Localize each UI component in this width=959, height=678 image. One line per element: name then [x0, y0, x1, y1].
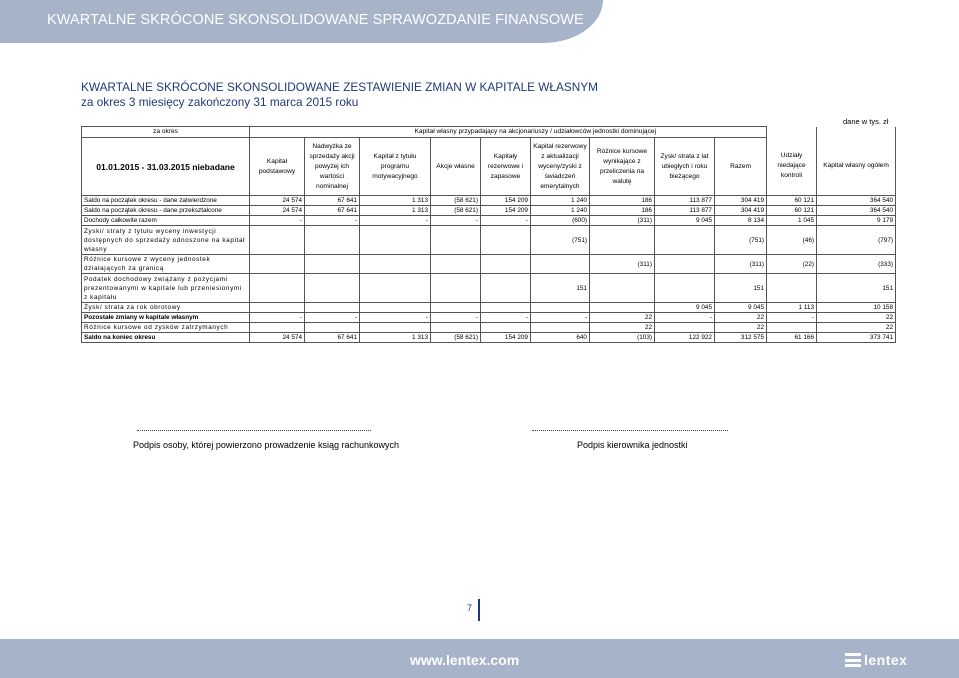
cell-value	[767, 274, 817, 303]
cell-value	[531, 303, 590, 313]
cell-value: -	[481, 313, 531, 323]
cell-value	[655, 255, 715, 274]
row-label: Różnice kursowe od zysków zatrzymanych	[82, 323, 250, 333]
cell-value: 22	[817, 313, 896, 323]
cell-value: -	[481, 216, 531, 226]
equity-changes-table	[81, 126, 896, 343]
cell-value	[531, 323, 590, 333]
cell-value: -	[431, 313, 481, 323]
column-header: Zysk/ strata z lat ubiegłych i roku bieżącego	[655, 138, 715, 196]
cell-value	[250, 303, 305, 313]
cell-value: 61 166	[767, 333, 817, 343]
cell-value: 154 209	[481, 333, 531, 343]
period-label: 01.01.2015 - 31.03.2015 niebadane	[82, 138, 250, 196]
page-number: 7	[467, 603, 473, 613]
cell-value	[481, 255, 531, 274]
column-header: Udziały niedające kontroli	[767, 138, 817, 196]
cell-value: 22	[715, 313, 767, 323]
cell-value: (311)	[590, 255, 655, 274]
cell-value: 186	[590, 206, 655, 216]
logo-mark-icon	[845, 653, 861, 667]
cell-value: 1 313	[360, 196, 431, 206]
cell-value: (58 621)	[431, 196, 481, 206]
cell-value	[250, 255, 305, 274]
cell-value: 151	[817, 274, 896, 303]
cell-value: 22	[590, 323, 655, 333]
cell-value: -	[431, 216, 481, 226]
cell-value: 9 179	[817, 216, 896, 226]
statement-subtitle: za okres 3 miesięcy zakończony 31 marca 2015 roku	[81, 95, 359, 109]
cell-value	[655, 274, 715, 303]
za-okres-label: za okres	[82, 127, 250, 138]
cell-value: 154 209	[481, 196, 531, 206]
header-row-top	[82, 127, 896, 138]
table-row	[82, 196, 896, 206]
banner-title: KWARTALNE SKRÓCONE SKONSOLIDOWANE SPRAWOZDANIE FINANSOWE	[47, 12, 584, 28]
cell-value	[250, 274, 305, 303]
cell-value: 154 209	[481, 206, 531, 216]
column-header: Akcje własne	[431, 138, 481, 196]
cell-value: -	[360, 216, 431, 226]
cell-value: (46)	[767, 226, 817, 255]
cell-value: -	[250, 216, 305, 226]
column-header: Kapitał rezerwowy z aktualizacji wyceny/zyski z świadczeń emerytalnych	[531, 138, 590, 196]
cell-value: 113 877	[655, 196, 715, 206]
column-header: Kapitał własny ogółem	[817, 138, 896, 196]
cell-value: (311)	[590, 216, 655, 226]
cell-value: (58 621)	[431, 333, 481, 343]
table-row	[82, 303, 896, 313]
signature-line-left	[137, 430, 371, 431]
cell-value: 373 741	[817, 333, 896, 343]
cell-value: 24 574	[250, 333, 305, 343]
cell-value: 1 113	[767, 303, 817, 313]
cell-value	[590, 226, 655, 255]
cell-value	[481, 226, 531, 255]
table-row	[82, 226, 896, 255]
cell-value: 113 877	[655, 206, 715, 216]
company-logo	[845, 652, 907, 668]
row-label: Podatek dochodowy związany z pozycjami prezentowanymi w kapitale lub przeniesionymi z kapitału	[82, 274, 250, 303]
cell-value	[360, 226, 431, 255]
cell-value	[655, 323, 715, 333]
cell-value: 304 419	[715, 206, 767, 216]
cell-value	[305, 303, 360, 313]
row-label: Saldo na początek okresu - dane przekształcone	[82, 206, 250, 216]
row-label: Pozostałe zmiany w kapitale własnym	[82, 313, 250, 323]
cell-value: 151	[715, 274, 767, 303]
cell-value	[431, 226, 481, 255]
column-header: Razem	[715, 138, 767, 196]
cell-value: (58 621)	[431, 206, 481, 216]
cell-value: 60 121	[767, 196, 817, 206]
page-number-bar	[478, 599, 480, 621]
cell-value	[305, 274, 360, 303]
cell-value: 1 045	[767, 216, 817, 226]
cell-value	[481, 323, 531, 333]
cell-value	[590, 274, 655, 303]
cell-value: 9 045	[715, 303, 767, 313]
cell-value: 24 574	[250, 196, 305, 206]
signature-label-right: Podpis kierownika jednostki	[577, 440, 688, 450]
cell-value	[431, 274, 481, 303]
units-label: dane w tys. zł	[843, 117, 889, 126]
cell-value: 1 313	[360, 333, 431, 343]
cell-value: 22	[590, 313, 655, 323]
cell-value: 8 134	[715, 216, 767, 226]
column-header: Kapitał podstawowy	[250, 138, 305, 196]
cell-value: 67 641	[305, 196, 360, 206]
cell-value: -	[655, 313, 715, 323]
cell-value: (103)	[590, 333, 655, 343]
cell-value: 9 045	[655, 303, 715, 313]
table-row	[82, 206, 896, 216]
cell-value: 67 641	[305, 333, 360, 343]
cell-value	[360, 323, 431, 333]
cell-value	[360, 303, 431, 313]
cell-value: 22	[715, 323, 767, 333]
cell-value: (333)	[817, 255, 896, 274]
cell-value: 364 540	[817, 196, 896, 206]
column-header: Kapitał z tytułu programu motywacyjnego	[360, 138, 431, 196]
cell-value: 1 240	[531, 206, 590, 216]
table-row	[82, 274, 896, 303]
cell-value: (797)	[817, 226, 896, 255]
row-label: Dochody całkowite razem	[82, 216, 250, 226]
cell-value	[250, 226, 305, 255]
cell-value: 22	[817, 323, 896, 333]
cell-value: 24 574	[250, 206, 305, 216]
cell-value: 151	[531, 274, 590, 303]
table-body	[82, 196, 896, 343]
cell-value: 186	[590, 196, 655, 206]
cell-value: (311)	[715, 255, 767, 274]
cell-value	[431, 303, 481, 313]
cell-value: 1 240	[531, 196, 590, 206]
cell-value	[305, 323, 360, 333]
logo-text: lentex	[864, 652, 908, 668]
cell-value: 304 419	[715, 196, 767, 206]
cell-value	[360, 255, 431, 274]
cell-value: -	[305, 313, 360, 323]
row-label: Zyski/ straty z tytułu wyceny inwestycji dostępnych do sprzedaży odnoszone na kapitał własny	[82, 226, 250, 255]
cell-value: 67 641	[305, 206, 360, 216]
footer-url-link[interactable]: www.lentex.com	[410, 652, 520, 668]
column-header: Różnice kursowe wynikające z przeliczenia na walutę	[590, 138, 655, 196]
cell-value: -	[767, 313, 817, 323]
cell-value: (22)	[767, 255, 817, 274]
cell-value: -	[360, 313, 431, 323]
row-label: Zysk/ strata za rok obrotowy	[82, 303, 250, 313]
cell-value: 122 922	[655, 333, 715, 343]
cell-value: -	[531, 313, 590, 323]
header-banner	[0, 0, 603, 43]
cell-value	[305, 226, 360, 255]
cell-value: (751)	[715, 226, 767, 255]
cell-value: (600)	[531, 216, 590, 226]
cell-value	[481, 274, 531, 303]
cell-value	[590, 303, 655, 313]
cell-value	[305, 255, 360, 274]
column-header: Nadwyżka ze sprzedaży akcji powyżej ich wartości nominalnej	[305, 138, 360, 196]
cell-value: 9 045	[655, 216, 715, 226]
cell-value: (751)	[531, 226, 590, 255]
row-label: Saldo na początek okresu - dane zatwierdzone	[82, 196, 250, 206]
cell-value	[481, 303, 531, 313]
cell-value: 312 575	[715, 333, 767, 343]
cell-value	[531, 255, 590, 274]
statement-title: KWARTALNE SKRÓCONE SKONSOLIDOWANE ZESTAWIENIE ZMIAN W KAPITALE WŁASNYM	[81, 80, 598, 94]
cell-value	[431, 323, 481, 333]
column-header: Kapitały rezerwowe i zapasowe	[481, 138, 531, 196]
cell-value: 10 158	[817, 303, 896, 313]
table-row	[82, 313, 896, 323]
cell-value: 364 540	[817, 206, 896, 216]
table-row	[82, 216, 896, 226]
signature-label-left: Podpis osoby, której powierzono prowadzenie ksiąg rachunkowych	[133, 440, 399, 450]
cell-value: 640	[531, 333, 590, 343]
table-row	[82, 333, 896, 343]
header-row-columns	[82, 138, 896, 196]
cell-value: -	[305, 216, 360, 226]
cell-value	[655, 226, 715, 255]
cell-value	[250, 323, 305, 333]
cell-value: 60 121	[767, 206, 817, 216]
table-row	[82, 323, 896, 333]
group-header: Kapitał własny przypadający na akcjonariuszy / udziałowców jednostki dominującej	[305, 127, 767, 138]
cell-value: 1 313	[360, 206, 431, 216]
row-label: Różnice kursowe z wyceny jednostek działających za granicą	[82, 255, 250, 274]
signature-line-right	[532, 430, 728, 431]
cell-value	[360, 274, 431, 303]
cell-value: -	[250, 313, 305, 323]
cell-value	[767, 323, 817, 333]
table-row	[82, 255, 896, 274]
cell-value	[431, 255, 481, 274]
row-label: Saldo na koniec okresu	[82, 333, 250, 343]
